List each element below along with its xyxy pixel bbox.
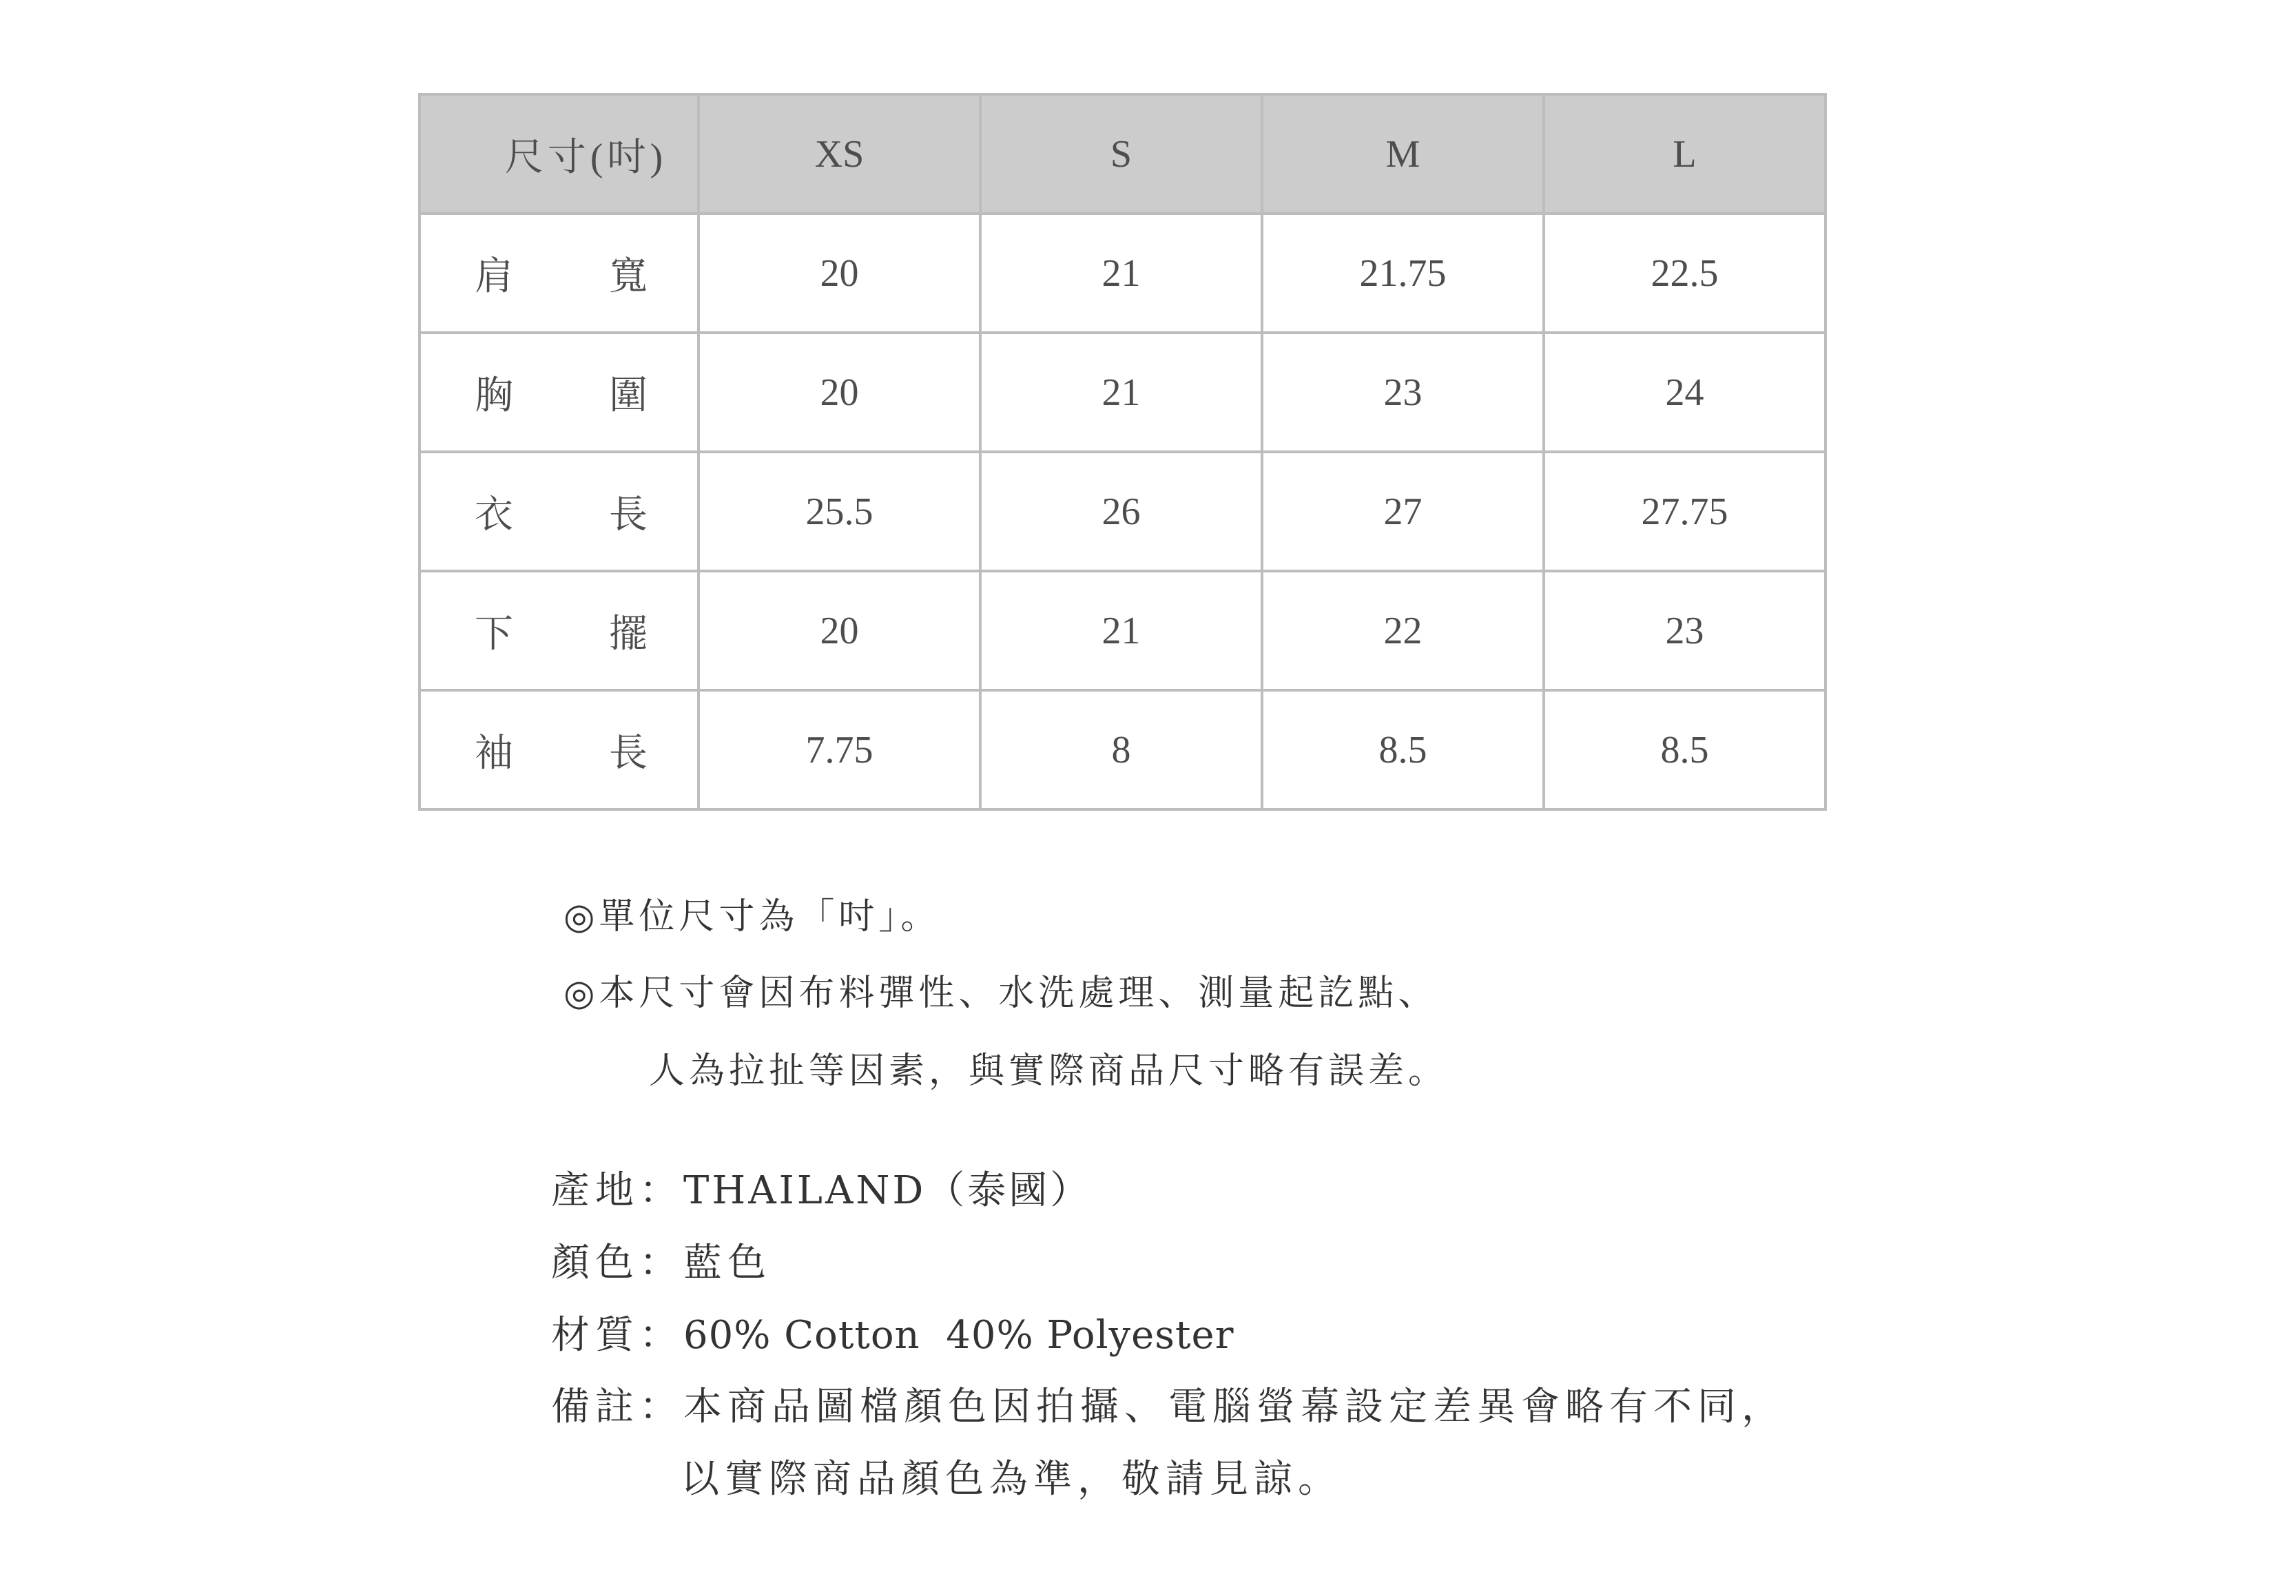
cell-m: 8.5 — [1262, 690, 1544, 809]
cell-s: 21 — [980, 333, 1262, 452]
cell-l: 23 — [1544, 571, 1826, 690]
table-row-sleeve-length — [420, 690, 1826, 809]
row-label-char: 肩 — [475, 255, 513, 298]
remark-line-2 — [681, 1449, 1342, 1504]
row-label-char: 長 — [609, 732, 648, 775]
cell-m: 23 — [1262, 333, 1544, 452]
cell-xs: 7.75 — [699, 690, 980, 809]
remark-label: 備註： — [551, 1385, 683, 1429]
row-label-char: 擺 — [609, 612, 648, 656]
note-tolerance-cont: 人為拉扯等因素，與實際商品尺寸略有誤差。 — [649, 1050, 1449, 1092]
origin-label: 產地： — [551, 1168, 683, 1213]
row-label — [420, 571, 699, 690]
cell-l: 22.5 — [1544, 214, 1826, 333]
header-xs: XS — [699, 94, 980, 214]
note-tolerance: ◎本尺寸會因布料彈性、水洗處理、測量起訖點、 — [563, 973, 1438, 1014]
material-value: 60% Cotton 40% Polyester — [683, 1313, 1234, 1358]
material-line — [551, 1305, 1234, 1360]
table-row-length — [420, 452, 1826, 571]
cell-xs: 20 — [699, 571, 980, 690]
row-label-char: 衣 — [475, 493, 513, 537]
cell-xs: 25.5 — [699, 452, 980, 571]
row-label-char: 長 — [609, 493, 648, 537]
row-label-char: 寬 — [609, 255, 648, 298]
table-row-chest — [420, 333, 1826, 452]
color-line — [551, 1232, 772, 1287]
remark-line — [551, 1376, 1786, 1431]
color-value: 藍色 — [683, 1241, 772, 1285]
cell-xs: 20 — [699, 333, 980, 452]
row-label-char: 圍 — [609, 374, 648, 417]
cell-m: 27 — [1262, 452, 1544, 571]
cell-l: 27.75 — [1544, 452, 1826, 571]
header-l: L — [1544, 94, 1826, 214]
cell-m: 22 — [1262, 571, 1544, 690]
table-row-shoulder-width — [420, 214, 1826, 333]
row-label-char: 胸 — [475, 374, 513, 417]
remark-text-cont: 以實際商品顏色為準，敬請見諒。 — [681, 1457, 1342, 1502]
header-size-unit: 尺寸(吋) — [420, 94, 699, 214]
remark-text: 本商品圖檔顏色因拍攝、電腦螢幕設定差異會略有不同， — [683, 1385, 1786, 1429]
cell-s: 21 — [980, 571, 1262, 690]
cell-m: 21.75 — [1262, 214, 1544, 333]
header-s: S — [980, 94, 1262, 214]
row-label — [420, 214, 699, 333]
row-label-char: 下 — [475, 612, 513, 656]
cell-s: 8 — [980, 690, 1262, 809]
cell-xs: 20 — [699, 214, 980, 333]
cell-l: 24 — [1544, 333, 1826, 452]
color-label: 顏色： — [551, 1241, 683, 1285]
note-unit: ◎單位尺寸為「吋」。 — [563, 896, 941, 937]
material-label: 材質： — [551, 1313, 683, 1358]
row-label — [420, 452, 699, 571]
size-chart-table — [418, 93, 1827, 811]
origin-value: THAILAND（泰國） — [683, 1168, 1092, 1213]
cell-s: 21 — [980, 214, 1262, 333]
cell-l: 8.5 — [1544, 690, 1826, 809]
table-row-hem — [420, 571, 1826, 690]
header-m: M — [1262, 94, 1544, 214]
cell-s: 26 — [980, 452, 1262, 571]
row-label-char: 袖 — [475, 732, 513, 775]
row-label — [420, 333, 699, 452]
origin-line — [551, 1160, 1091, 1215]
table-header-row — [420, 94, 1826, 214]
row-label — [420, 690, 699, 809]
